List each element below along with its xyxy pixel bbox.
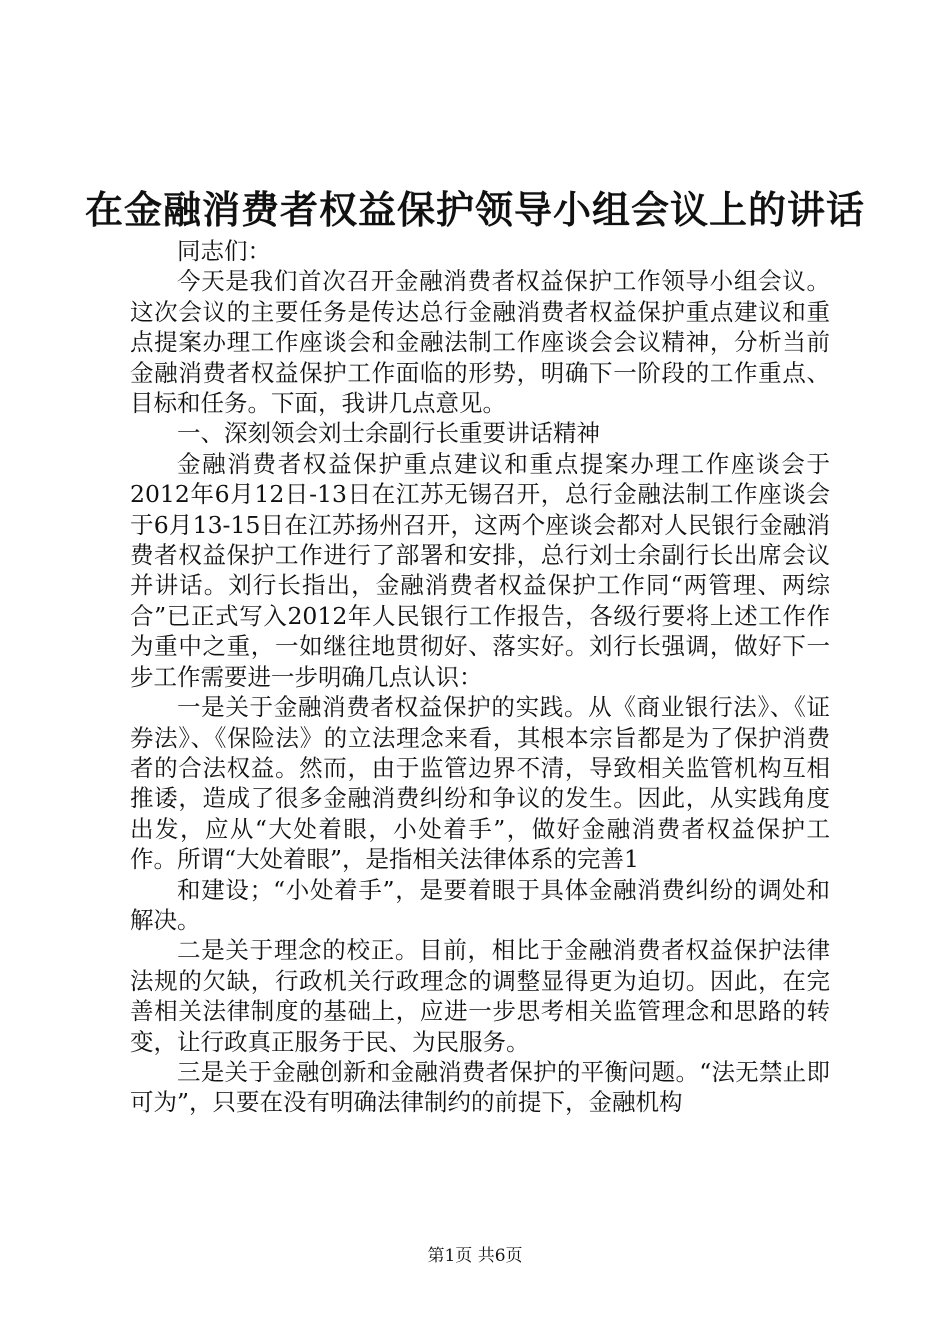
document-title: 在金融消费者权益保护领导小组会议上的讲话 — [84, 187, 865, 232]
paragraph: 和建设；“小处着手”，是要着眼于具体金融消费纠纷的调处和解决。 — [130, 875, 830, 934]
paragraph: 一是关于金融消费者权益保护的实践。从《商业银行法》、《证券法》、《保险法》的立法理念来看，其根本宗旨都是为了保护消费者的合法权益。然而，由于监管边界不清，导致相关监管机构互相推诿，造成了很多金融消费纠纷和争议的发生。因此，从实践角度出发，应从“大处着眼，小处着手”，做好金融消费者权益保护工作。所谓“大处着眼”，是指相关法律体系的完善1 — [130, 693, 830, 874]
section-heading: 一、深刻领会刘士余副行长重要讲话精神 — [177, 419, 600, 448]
page-number-footer: 第1页 共6页 — [427, 1246, 523, 1266]
paragraph: 今天是我们首次召开金融消费者权益保护工作领导小组会议。这次会议的主要任务是传达总行金融消费者权益保护重点建议和重点提案办理工作座谈会和金融法制工作座谈会会议精神，分析当前金融消费者权益保护工作面临的形势，明确下一阶段的工作重点、目标和任务。下面，我讲几点意见。 — [130, 267, 830, 418]
paragraph-salutation: 同志们： — [177, 237, 271, 265]
document-body — [130, 236, 830, 1118]
paragraph: 金融消费者权益保护重点建议和重点提案办理工作座谈会于2012年6月12日-13日在江苏无锡召开，总行金融法制工作座谈会于6月13-15日在江苏扬州召开，这两个座谈会都对人民银行金融消费者权益保护工作进行了部署和安排，总行刘士余副行长出席会议并讲话。刘行长指出，金融消费者权益保护工作同“两管理、两综合”已正式写入2012年人民银行工作报告，各级行要将上述工作作为重中之重，一如继往地贯彻好、落实好。刘行长强调，做好下一步工作需要进一步明确几点认识： — [130, 449, 830, 691]
paragraph: 三是关于金融创新和金融消费者保护的平衡问题。“法无禁止即可为”，只要在没有明确法律制约的前提下，金融机构 — [130, 1057, 830, 1117]
paragraph: 二是关于理念的校正。目前，相比于金融消费者权益保护法律法规的欠缺，行政机关行政理念的调整显得更为迫切。因此，在完善相关法律制度的基础上，应进一步思考相关监管理念和思路的转变，让行政真正服务于民、为民服务。 — [130, 936, 830, 1056]
